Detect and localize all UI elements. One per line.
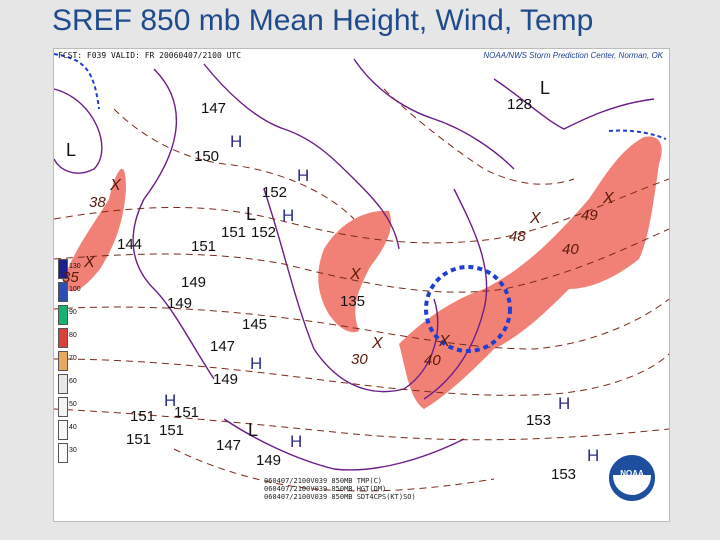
low-center: L xyxy=(246,204,257,224)
legend-swatch-30: 30 xyxy=(58,443,68,463)
height-label: 151 xyxy=(126,431,152,448)
temp-max-mark: X xyxy=(603,190,614,207)
temperature-label: 35 xyxy=(62,269,79,286)
high-center: H xyxy=(558,394,571,413)
height-label: 151 xyxy=(159,422,185,439)
height-label: 151 xyxy=(191,238,217,255)
high-center: H xyxy=(250,354,263,373)
wind-shading xyxy=(62,136,662,409)
temperature-label: 40 xyxy=(562,241,579,258)
height-label: 153 xyxy=(526,412,552,429)
legend-swatch-90: 90 xyxy=(58,305,68,325)
high-center: H xyxy=(282,206,295,225)
height-label: 149 xyxy=(167,295,193,312)
temp-max-mark: X xyxy=(530,210,541,227)
temperature-label: 40 xyxy=(424,352,441,369)
low-center: L xyxy=(248,420,259,440)
temp-max-mark: X xyxy=(372,335,383,352)
height-label: 152 xyxy=(251,224,277,241)
height-label: 149 xyxy=(181,274,207,291)
high-center: H xyxy=(164,391,177,410)
height-label: 152 xyxy=(262,184,288,201)
legend-swatch-40: 40 xyxy=(58,420,68,440)
height-label: 149 xyxy=(256,452,282,469)
height-label: 147 xyxy=(216,437,242,454)
legend-swatch-80: 80 xyxy=(58,328,68,348)
height-label: 147 xyxy=(210,338,236,355)
high-center: H xyxy=(297,166,310,185)
temp-max-mark: X xyxy=(84,254,95,271)
noaa-wave-icon xyxy=(613,475,651,495)
height-label: 151 xyxy=(130,408,156,425)
high-center: H xyxy=(230,132,243,151)
height-label: 147 xyxy=(201,100,227,117)
temperature-label: 38 xyxy=(89,194,106,211)
noaa-logo: NOAA xyxy=(607,453,657,503)
height-label: 153 xyxy=(551,466,577,483)
low-center: L xyxy=(540,78,551,98)
legend-swatch-130: 130 xyxy=(58,259,68,279)
height-label: 151 xyxy=(174,404,200,421)
temp-max-mark: X xyxy=(439,333,450,350)
height-label: 135 xyxy=(340,293,366,310)
sref-850mb-map xyxy=(53,48,670,522)
wind-legend xyxy=(58,259,81,466)
height-label: 151 xyxy=(221,224,247,241)
high-center: H xyxy=(290,432,303,451)
source-header: NOAA/NWS Storm Prediction Center, Norman, OK xyxy=(483,51,663,60)
slide-title: SREF 850 mb Mean Height, Wind, Temp xyxy=(52,4,594,37)
temperature-label: 48 xyxy=(509,228,526,245)
product-footer: 060407/2100V039 850MB TMP(C) 060407/2100V039 850MB HGT(DM) 060407/2100V039 850MB SDT4CPS(KT)SO) xyxy=(264,477,416,501)
height-label: 149 xyxy=(213,371,239,388)
temp-max-mark: X xyxy=(350,266,361,283)
low-center: L xyxy=(66,140,77,160)
temp-max-mark: X xyxy=(110,177,121,194)
height-label: 144 xyxy=(117,236,143,253)
high-center: H xyxy=(587,446,600,465)
temperature-label: 30 xyxy=(351,351,368,368)
legend-swatch-70: 70 xyxy=(58,351,68,371)
height-label: 128 xyxy=(507,96,533,113)
valid-time-header: FCST: F039 VALID: FR 20060407/2100 UTC xyxy=(58,51,242,60)
map-graphic xyxy=(54,49,669,521)
height-label: 150 xyxy=(194,148,220,165)
legend-swatch-50: 50 xyxy=(58,397,68,417)
legend-swatch-100: 100 xyxy=(58,282,68,302)
height-label: 145 xyxy=(242,316,268,333)
legend-swatch-60: 60 xyxy=(58,374,68,394)
temperature-label: 49 xyxy=(581,207,598,224)
